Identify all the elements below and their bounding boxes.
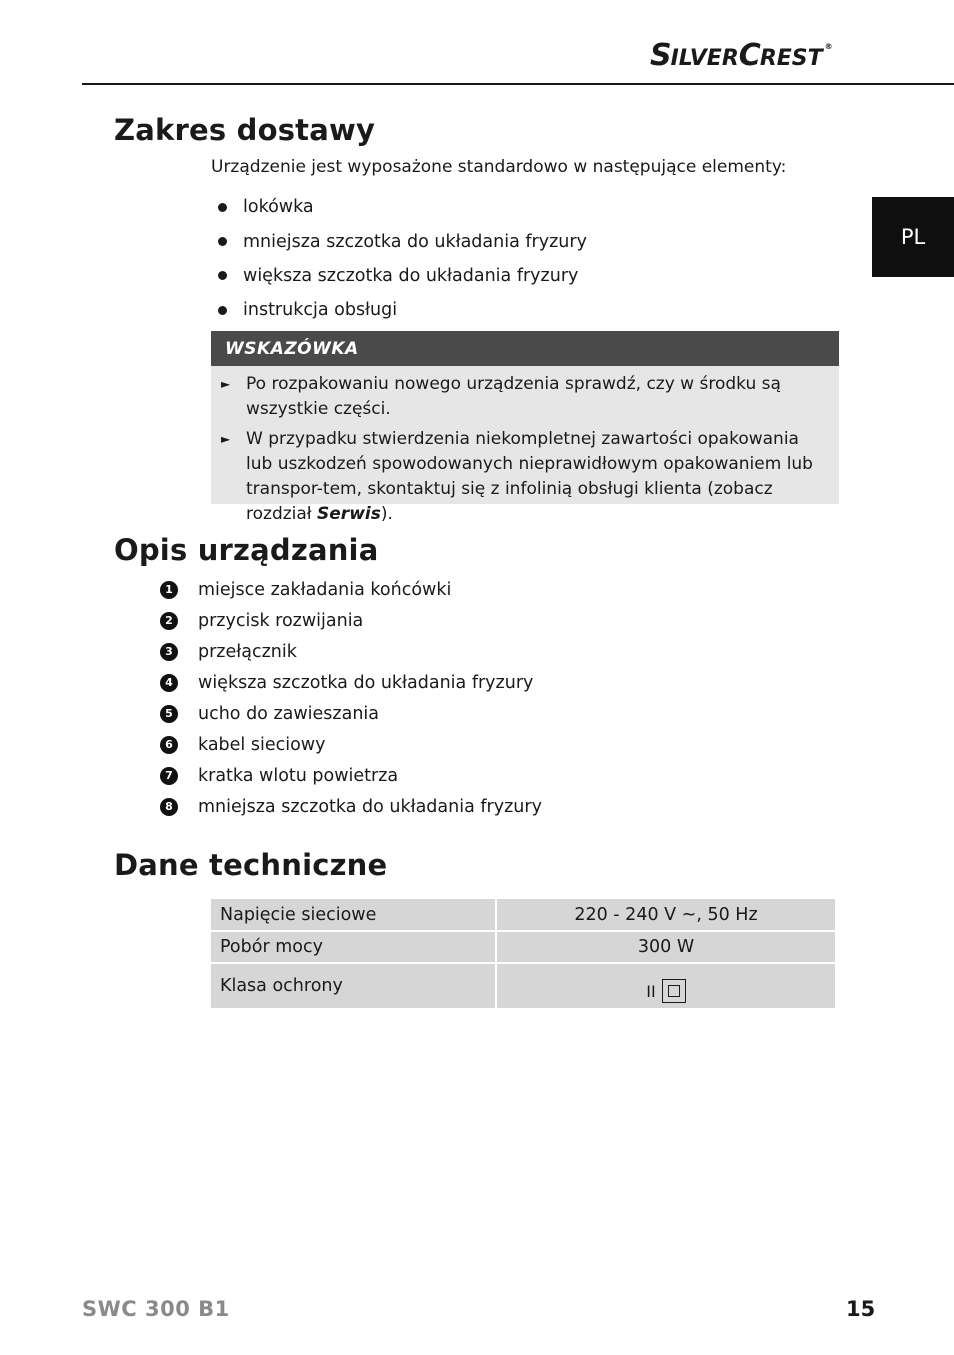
page-number: 15 (846, 1297, 876, 1321)
number-badge-icon: 2 (160, 612, 178, 630)
note-item: ► Po rozpakowaniu nowego urządzenia sprawdź, czy w środku są wszystkie części. (221, 374, 781, 419)
list-item: 3 przełącznik (160, 636, 542, 667)
list-item: mniejsza szczotka do układania fryzury (218, 224, 587, 258)
number-badge-icon: 6 (160, 736, 178, 754)
number-badge-icon: 5 (160, 705, 178, 723)
list-item: 2 przycisk rozwijania (160, 605, 542, 636)
list-item: 6 kabel sieciowy (160, 729, 542, 760)
list-item: 4 większa szczotka do układania fryzury (160, 667, 542, 698)
footer-model: SWC 300 B1 (82, 1297, 230, 1321)
table-cell-value (497, 964, 835, 1008)
table-cell-label: Pobór mocy (211, 932, 495, 962)
section-title-technical: Dane techniczne (114, 848, 388, 882)
parts-list (160, 574, 542, 822)
header-rule (82, 83, 954, 85)
delivery-list (218, 190, 587, 328)
table-row (211, 899, 835, 930)
note-box (211, 331, 839, 524)
list-item: większa szczotka do układania fryzury (218, 259, 587, 293)
technical-table (209, 897, 837, 1010)
bullet-icon (218, 306, 227, 315)
bullet-icon (218, 203, 227, 212)
service-chapter-reference: Serwis (317, 504, 381, 524)
list-item: lokówka (218, 190, 587, 224)
list-item: 5 ucho do zawieszania (160, 698, 542, 729)
number-badge-icon: 4 (160, 674, 178, 692)
table-cell-label: Klasa ochrony (211, 964, 495, 1008)
silvercrest-logo: SILVERCREST ® (650, 38, 833, 73)
number-badge-icon: 8 (160, 798, 178, 816)
note-heading: WSKAZÓWKA (211, 331, 839, 366)
bullet-icon (218, 271, 227, 280)
list-item: 8 mniejsza szczotka do układania fryzury (160, 791, 542, 822)
language-tab: PL (872, 197, 954, 277)
number-badge-icon: 1 (160, 581, 178, 599)
list-item: instrukcja obsługi (218, 293, 587, 327)
list-item: 1 miejsce zakładania końcówki (160, 574, 542, 605)
bullet-icon (218, 237, 227, 246)
note-item: ► W przypadku stwierdzenia niekompletnej zawartości opakowania lub uszkodzeń spowodowanych nieprawidłowym opakowaniem lub transpor-tem, skontaktuj się z infolinią obsługi klienta (zobacz rozdział Serwis). (221, 429, 813, 524)
protection-class-ii-icon: II (646, 979, 685, 1003)
table-cell-value: 220 - 240 V ~, 50 Hz (497, 899, 835, 930)
section-title-delivery: Zakres dostawy (114, 113, 376, 147)
delivery-intro: Urządzenie jest wyposażone standardowo w następujące elementy: (211, 157, 787, 177)
number-badge-icon: 3 (160, 643, 178, 661)
number-badge-icon: 7 (160, 767, 178, 785)
list-item: 7 kratka wlotu powietrza (160, 760, 542, 791)
table-row (211, 932, 835, 962)
section-title-description: Opis urządzania (114, 533, 379, 567)
table-cell-value: 300 W (497, 932, 835, 962)
table-cell-label: Napięcie sieciowe (211, 899, 495, 930)
arrow-right-icon: ► (221, 432, 231, 446)
table-row (211, 964, 835, 1008)
arrow-right-icon: ► (221, 377, 231, 391)
